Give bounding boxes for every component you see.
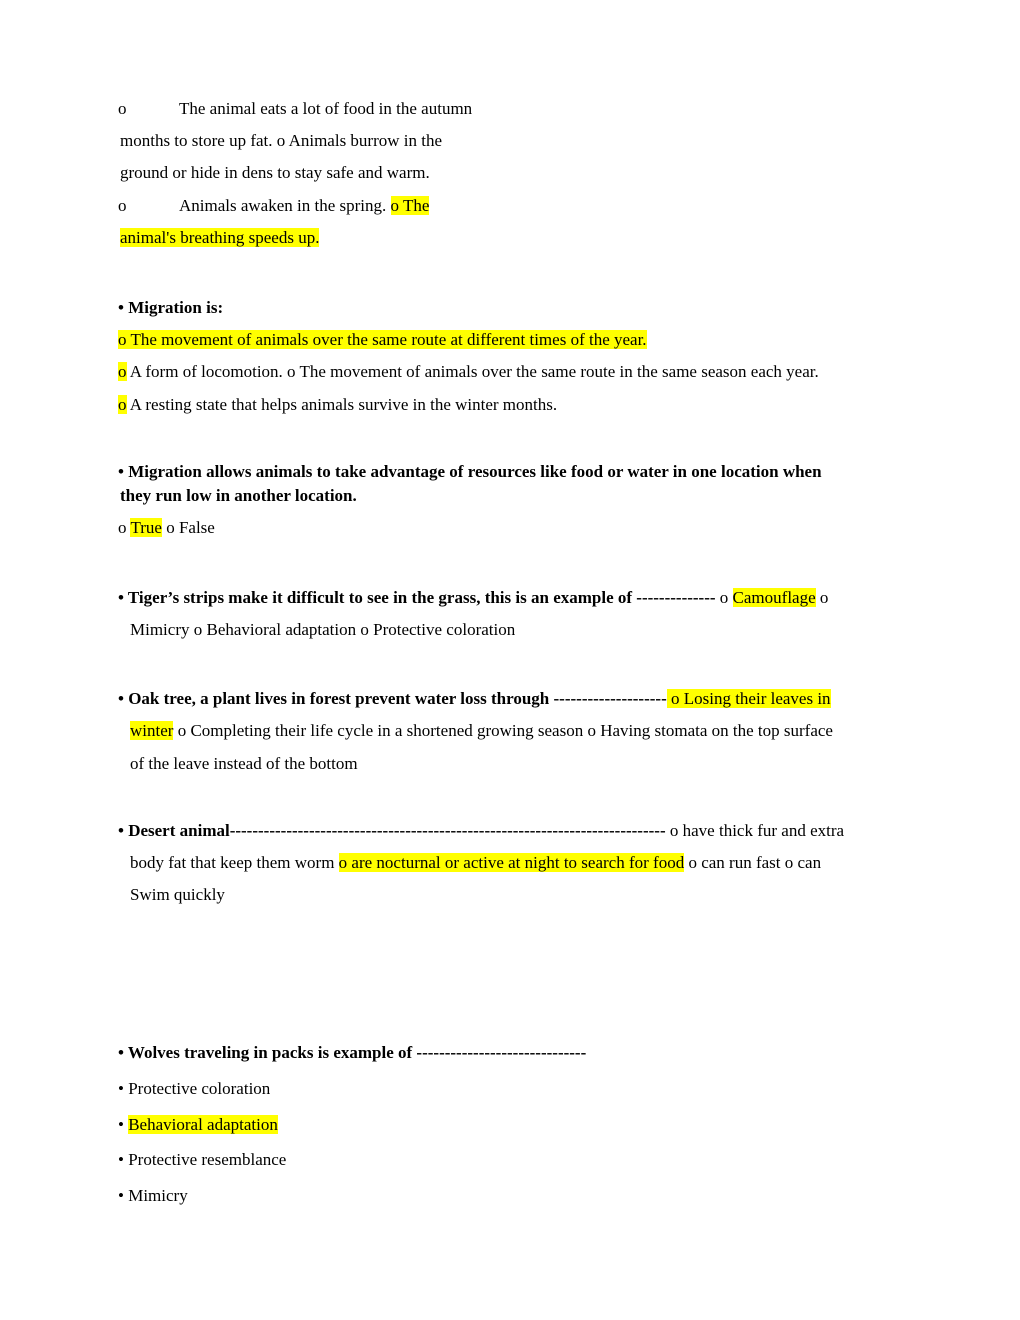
options-desert-line-3: Swim quickly (130, 885, 225, 904)
highlighted-answer: animal's breathing speeds up. (120, 228, 320, 247)
highlighted-answer: o Losing their leaves in (666, 689, 831, 708)
option-migration-2: o A form of locomotion. o The movement of animals over the same route in the same season each year. (118, 362, 819, 381)
options-oak-line-2: winter o Completing their life cycle in a shortened growing season o Having stomata on the top surface (130, 721, 833, 740)
options-oak-line-3: of the leave instead of the bottom (130, 754, 358, 773)
highlighted-answer: winter (130, 721, 174, 740)
options-tiger: Mimicry o Behavioral adaptation o Protective coloration (130, 620, 516, 639)
question-tiger: • Tiger’s strips make it difficult to see in the grass, this is an example of -------------- o Camouflage o (118, 588, 829, 607)
question-oak: • Oak tree, a plant lives in forest prevent water loss through -------------------- o Losing their leaves in (118, 689, 831, 708)
highlighted-answer: True (130, 518, 162, 537)
highlighted-answer: o The movement of animals over the same route at different times of the year. (118, 330, 647, 349)
option-migration-1 (118, 329, 647, 351)
question-resources-line-2: they run low in another location. (120, 486, 357, 505)
highlighted-answer: Behavioral adaptation (128, 1115, 278, 1134)
hibernation-line-5 (120, 227, 319, 249)
highlighted-answer: o The (390, 196, 430, 215)
options-desert-line-2: body fat that keep them worm o are nocturnal or active at night to search for food o can run fast o can (130, 853, 822, 872)
hibernation-line-3: ground or hide in dens to stay safe and warm. (120, 163, 430, 182)
hibernation-line-4: o Animals awaken in the spring. o The (118, 196, 430, 215)
question-desert: • Desert animal----------------------------------------------------------------------------- o have thick fur and extra (118, 821, 845, 840)
option-wolves-3: • Protective resemblance (118, 1150, 287, 1169)
option-migration-3: o A resting state that helps animals survive in the winter months. (118, 395, 558, 414)
highlighted-answer: o are nocturnal or active at night to search for food (338, 853, 685, 872)
question-resources-line-1: • Migration allows animals to take advantage of resources like food or water in one location when (118, 462, 822, 481)
question-wolves: • Wolves traveling in packs is example of ------------------------------ (118, 1043, 587, 1062)
option-wolves-1: • Protective coloration (118, 1079, 271, 1098)
options-resources: o True o False (118, 518, 215, 537)
option-wolves-4: • Mimicry (118, 1186, 188, 1205)
question-migration: • Migration is: (118, 298, 224, 317)
hibernation-line-1: o The animal eats a lot of food in the autumn (118, 99, 473, 118)
highlighted-answer: Camouflage (732, 588, 816, 607)
option-wolves-2: • Behavioral adaptation (118, 1115, 278, 1134)
hibernation-line-2: months to store up fat. o Animals burrow in the (120, 131, 443, 150)
